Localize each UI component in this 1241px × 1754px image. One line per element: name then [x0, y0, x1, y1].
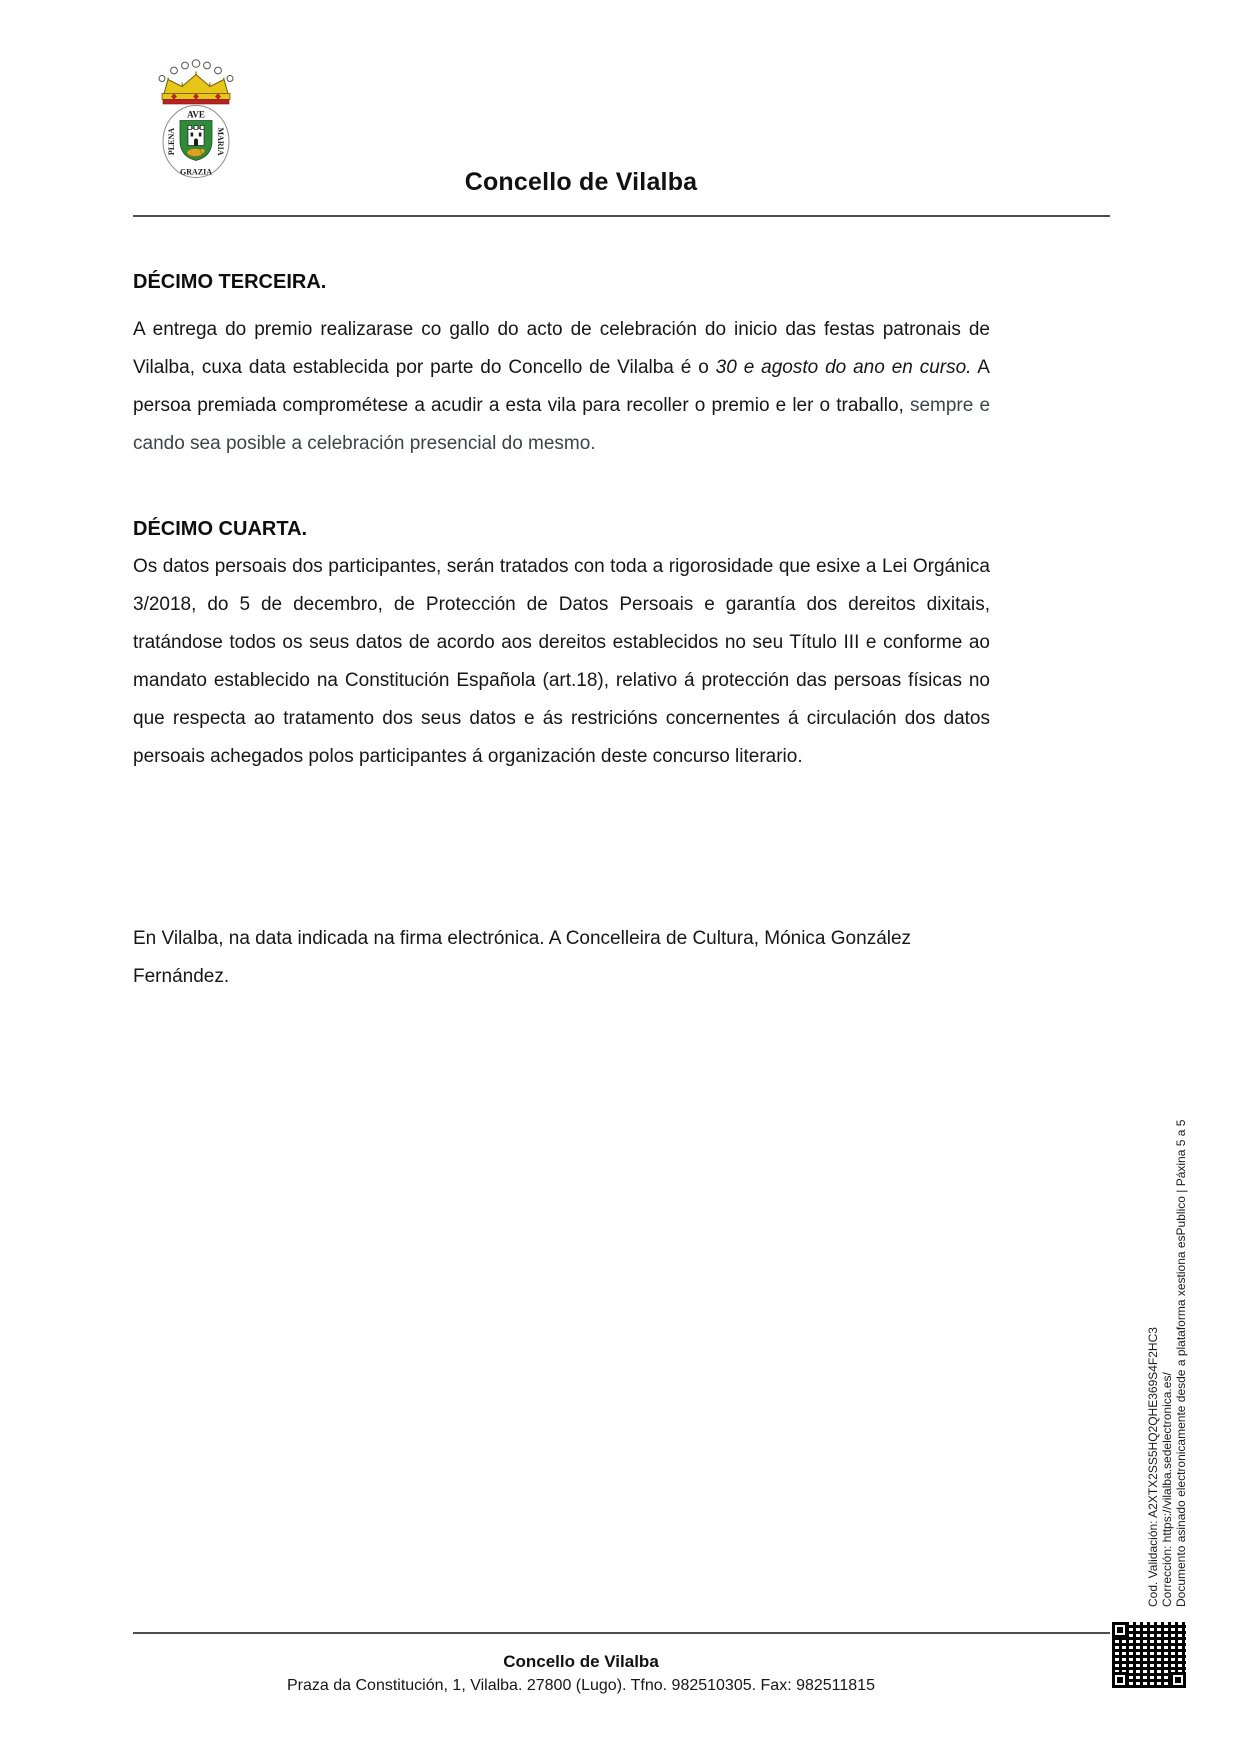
footer-address: Praza da Constitución, 1, Vilalba. 27800 (Lugo). Tfno. 982510305. Fax: 982511815 [287, 1677, 875, 1694]
verification-url: Corrección: https://vilalba.sedelectronica.es/ [1160, 1372, 1174, 1607]
section-heading-decimo-terceira: DÉCIMO TERCEIRA. [133, 271, 327, 293]
header-divider [133, 215, 1110, 217]
qr-code [1112, 1622, 1186, 1688]
closing-paragraph: En Vilalba, na data indicada na firma electrónica. A Concelleira de Cultura, Mónica González Fernández. [133, 928, 912, 987]
footer-organization: Concello de Vilalba [503, 1652, 659, 1671]
motto-top: AVE [187, 109, 205, 120]
signature-platform-note: Documento asinado electronicamente desde a plataforma xestiona esPublico | Páxina 5 a 5 [1174, 1119, 1188, 1607]
tower [188, 126, 204, 146]
motto-right: MARIA [216, 127, 225, 156]
motto-bottom: GRAZIA [179, 167, 213, 177]
validation-code: Cod. Validación: A2XTX2SS5HQ2QHE369S4F2HC3 [1146, 1327, 1160, 1607]
paragraph-text: A entrega do premio realizarase co gallo do acto de celebración do inicio das festas patronais de Vilalba, cuxa data establecida por parte do Concello de Vilalba é o [133, 319, 990, 378]
qr-finder-top-left [1112, 1622, 1128, 1638]
motto-left: PLENA [167, 127, 176, 156]
section-heading-decimo-cuarta: DÉCIMO CUARTA. [133, 518, 308, 540]
concello-vilalba-crest-logo [150, 52, 242, 180]
paragraph-decimo-terceira [133, 311, 990, 463]
crown-body [164, 75, 228, 94]
validation-sidebar [1146, 1095, 1188, 1607]
paragraph-text-muted: sempre e cando sea posible a celebración presencial do mesmo. [133, 395, 991, 454]
paragraph-text: A persoa premiada comprométese a acudir a esta vila para recoller o premio e ler o traballo, [133, 357, 990, 416]
paragraph-text-italic: 30 e agosto do ano en curso. [715, 357, 972, 378]
qr-finder-bottom-left [1112, 1672, 1128, 1688]
paragraph-decimo-cuarta: Os datos persoais dos participantes, serán tratados con toda a rigorosidade que esixe a Lei Orgánica 3/2018, do 5 de decembro, de Protección de Datos Persoais e garantía dos dereitos dixitais, tratándose todos os seus datos de acordo aos dereitos establecidos no seu Título III e conforme ao mandato establecido na Constitución Española (art.18), relativo á protección das persoas físicas no que respecta ao tratamento dos seus datos e ás restricións concernentes á circulación dos datos persoais achegados polos participantes á organización deste concurso literario. [133, 556, 990, 767]
qr-finder-bottom-right [1170, 1672, 1186, 1688]
footer-divider [133, 1632, 1110, 1634]
page-title: Concello de Vilalba [464, 168, 698, 196]
